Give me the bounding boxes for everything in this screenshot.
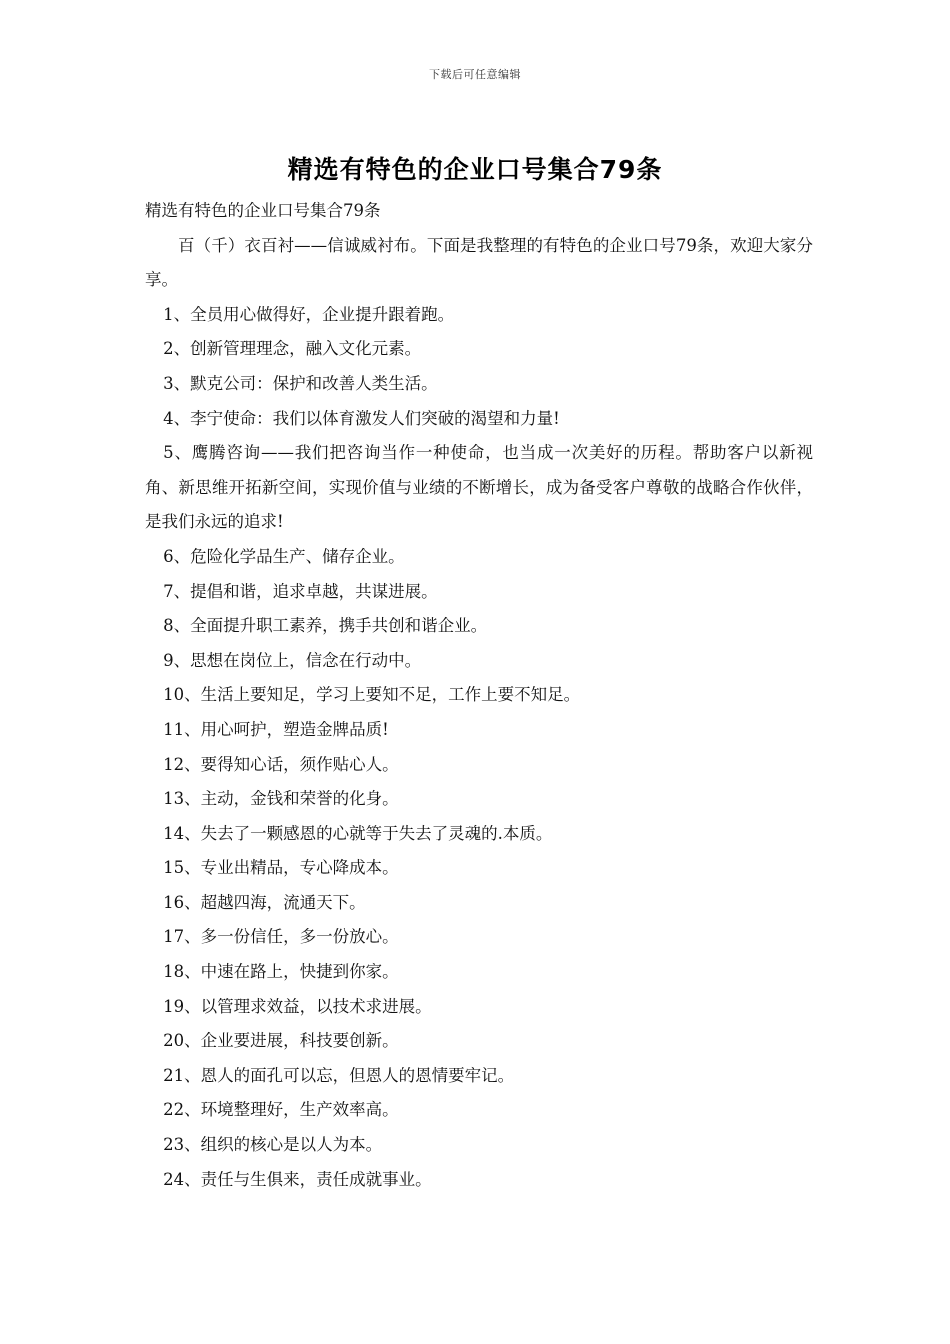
document-body — [145, 194, 813, 1197]
list-item: 14、失去了一颗感恩的心就等于失去了灵魂的.本质。 — [163, 823, 553, 843]
list-item: 3、默克公司：保护和改善人类生活。 — [163, 373, 438, 393]
list-item: 19、以管理求效益，以技术求进展。 — [163, 996, 432, 1016]
header-note: 下载后可任意编辑 — [429, 68, 521, 81]
list-item: 10、生活上要知足，学习上要知不足，工作上要不知足。 — [163, 685, 581, 705]
list-item: 13、主动，金钱和荣誉的化身。 — [163, 789, 399, 809]
list-item: 7、提倡和谐，追求卓越，共谋进展。 — [163, 581, 438, 601]
list-item: 8、全面提升职工素养，携手共创和谐企业。 — [163, 616, 488, 636]
list-item: 21、恩人的面孔可以忘，但恩人的恩情要牢记。 — [163, 1065, 515, 1085]
list-item: 11、用心呵护，塑造金牌品质! — [163, 719, 389, 739]
list-item: 9、思想在岗位上，信念在行动中。 — [163, 650, 422, 670]
intro-paragraph: 百（千）衣百衬——信诚威衬布。下面是我整理的有特色的企业口号79条，欢迎大家分享。 — [145, 235, 813, 290]
list-item: 16、超越四海，流通天下。 — [163, 892, 366, 912]
list-item: 4、李宁使命：我们以体育激发人们突破的渴望和力量! — [163, 408, 560, 428]
list-item: 2、创新管理理念，融入文化元素。 — [163, 339, 422, 359]
list-item: 1、全员用心做得好，企业提升跟着跑。 — [163, 304, 455, 324]
list-item: 5、鹰腾咨询——我们把咨询当作一种使命，也当成一次美好的历程。帮助客户以新视角、新思维开拓新空间，实现价值与业绩的不断增长，成为备受客户尊敬的战略合作伙伴，是我们永远的追求! — [145, 443, 813, 532]
list-item: 24、责任与生俱来，责任成就事业。 — [163, 1169, 432, 1189]
list-item: 22、环境整理好，生产效率高。 — [163, 1100, 399, 1120]
list-item: 6、危险化学品生产、储存企业。 — [163, 546, 405, 566]
list-item: 17、多一份信任，多一份放心。 — [163, 927, 399, 947]
list-item: 23、组织的核心是以人为本。 — [163, 1135, 383, 1155]
list-item: 20、企业要进展，科技要创新。 — [163, 1031, 399, 1051]
list-item: 18、中速在路上，快捷到你家。 — [163, 962, 399, 982]
list-item: 12、要得知心话，须作贴心人。 — [163, 754, 399, 774]
subtitle: 精选有特色的企业口号集合79条 — [145, 201, 381, 220]
list-item: 15、专业出精品，专心降成本。 — [163, 858, 399, 878]
page-title: 精选有特色的企业口号集合79条 — [287, 155, 663, 184]
